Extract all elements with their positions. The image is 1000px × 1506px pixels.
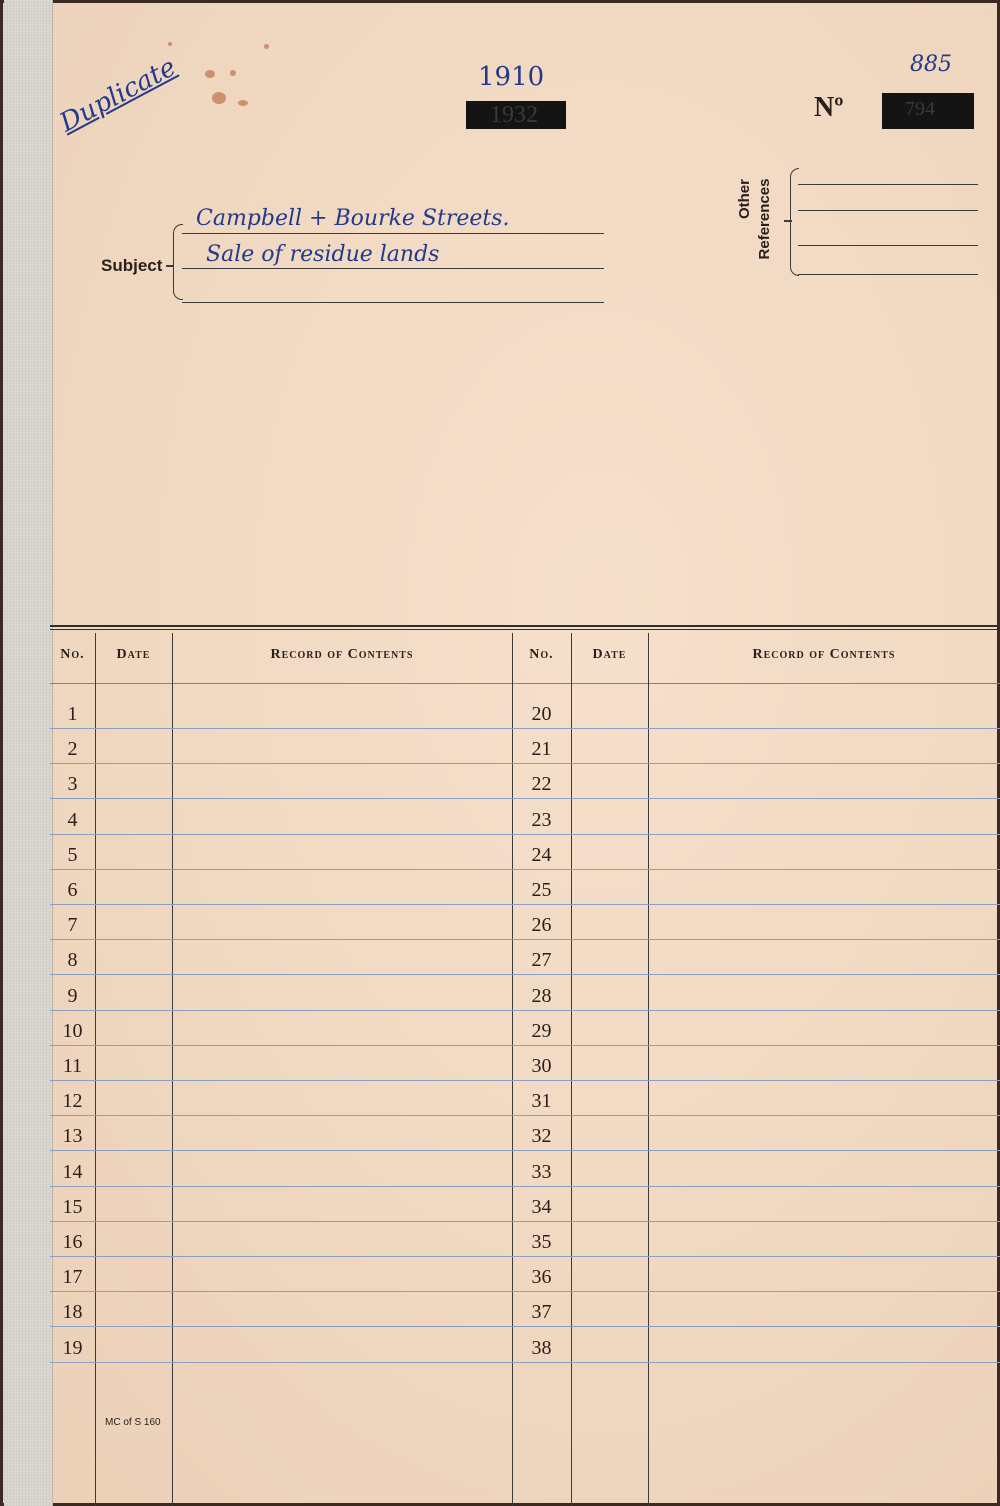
subject-brace-point <box>166 265 174 267</box>
row-rule <box>50 763 1000 764</box>
row-number-left: 19 <box>62 1337 83 1359</box>
references-brace-point <box>784 220 792 222</box>
other-references-label-1: Other <box>736 179 753 220</box>
binding-spine <box>4 0 53 1506</box>
header-date-right: Date <box>592 647 627 662</box>
row-number-left: 16 <box>62 1231 83 1253</box>
row-number-right: 38 <box>531 1337 552 1359</box>
row-rule <box>50 1291 1000 1292</box>
subject-line-2 <box>182 268 604 269</box>
reference-line-3 <box>798 245 978 246</box>
rust-stain <box>205 70 215 78</box>
header-contents-right: Record of Contents <box>752 647 896 662</box>
row-number-left: 17 <box>62 1266 83 1288</box>
table-top-rule-thin <box>50 629 1000 630</box>
year-annotation: 1910 <box>478 62 545 92</box>
row-number-right: 26 <box>531 914 552 936</box>
header-no-left: No. <box>60 647 85 662</box>
row-number-left: 1 <box>67 703 78 725</box>
header-rule <box>50 683 1000 684</box>
form-code: MC of S 160 <box>105 1417 161 1428</box>
rust-stain <box>238 100 248 106</box>
row-rule <box>50 974 1000 975</box>
row-rule <box>50 904 1000 905</box>
row-rule <box>50 869 1000 870</box>
row-number-left: 6 <box>67 879 78 901</box>
row-number-right: 27 <box>531 949 552 971</box>
redacted-file-number: 794 <box>905 98 935 120</box>
row-number-right: 21 <box>531 738 552 760</box>
table-top-rule <box>50 625 1000 627</box>
row-rule <box>50 728 1000 729</box>
row-rule <box>50 939 1000 940</box>
row-rule <box>50 1010 1000 1011</box>
record-of-contents-table <box>50 625 1000 1506</box>
row-number-right: 25 <box>531 879 552 901</box>
row-number-left: 11 <box>62 1055 83 1077</box>
row-number-right: 23 <box>531 809 552 831</box>
row-number-left: 13 <box>62 1125 83 1147</box>
row-number-right: 20 <box>531 703 552 725</box>
header-no-right: No. <box>529 647 554 662</box>
row-number-left: 7 <box>67 914 78 936</box>
reference-line-1 <box>798 184 978 185</box>
header-contents-left: Record of Contents <box>270 647 414 662</box>
row-rule <box>50 1221 1000 1222</box>
subject-line-3 <box>182 302 604 303</box>
row-number-right: 36 <box>531 1266 552 1288</box>
row-number-right: 31 <box>531 1090 552 1112</box>
row-number-left: 14 <box>62 1161 83 1183</box>
subject-brace <box>173 224 183 300</box>
row-number-right: 34 <box>531 1196 552 1218</box>
row-number-right: 22 <box>531 773 552 795</box>
row-number-right: 35 <box>531 1231 552 1253</box>
row-number-left: 15 <box>62 1196 83 1218</box>
row-number-left: 5 <box>67 844 78 866</box>
row-number-left: 10 <box>62 1020 83 1042</box>
row-number-left: 3 <box>67 773 78 795</box>
row-number-right: 33 <box>531 1161 552 1183</box>
file-number-annotation: 885 <box>910 52 952 77</box>
duplicate-annotation: Duplicate <box>54 52 181 139</box>
row-rule <box>50 1362 1000 1363</box>
row-rule <box>50 1115 1000 1116</box>
subject-label: Subject <box>101 256 163 275</box>
row-number-right: 32 <box>531 1125 552 1147</box>
row-number-left: 8 <box>67 949 78 971</box>
header-date-left: Date <box>116 647 151 662</box>
subject-text-2: Sale of residue lands <box>206 242 440 267</box>
row-rule <box>50 1150 1000 1151</box>
row-rule <box>50 1186 1000 1187</box>
row-number-right: 30 <box>531 1055 552 1077</box>
row-number-right: 28 <box>531 985 552 1007</box>
row-number-left: 18 <box>62 1301 83 1323</box>
subject-line-1 <box>182 233 604 234</box>
row-number-right: 37 <box>531 1301 552 1323</box>
row-rule <box>50 1256 1000 1257</box>
rust-stain <box>230 70 236 76</box>
row-number-left: 9 <box>67 985 78 1007</box>
rust-stain <box>212 92 226 104</box>
row-number-left: 12 <box>62 1090 83 1112</box>
row-rule <box>50 1080 1000 1081</box>
row-number-right: 24 <box>531 844 552 866</box>
other-references-label-2: References <box>756 178 773 260</box>
redacted-year: 1932 <box>490 102 538 128</box>
row-rule <box>50 798 1000 799</box>
subject-text-1: Campbell + Bourke Streets. <box>196 206 510 231</box>
row-rule <box>50 1045 1000 1046</box>
rust-stain <box>264 44 269 49</box>
reference-line-2 <box>798 210 978 211</box>
reference-line-4 <box>798 274 978 275</box>
file-number-label: Nº <box>814 92 844 123</box>
rust-stain <box>168 42 172 46</box>
row-number-left: 2 <box>67 738 78 760</box>
row-number-right: 29 <box>531 1020 552 1042</box>
row-rule <box>50 1326 1000 1327</box>
row-rule <box>50 834 1000 835</box>
row-number-left: 4 <box>67 809 78 831</box>
